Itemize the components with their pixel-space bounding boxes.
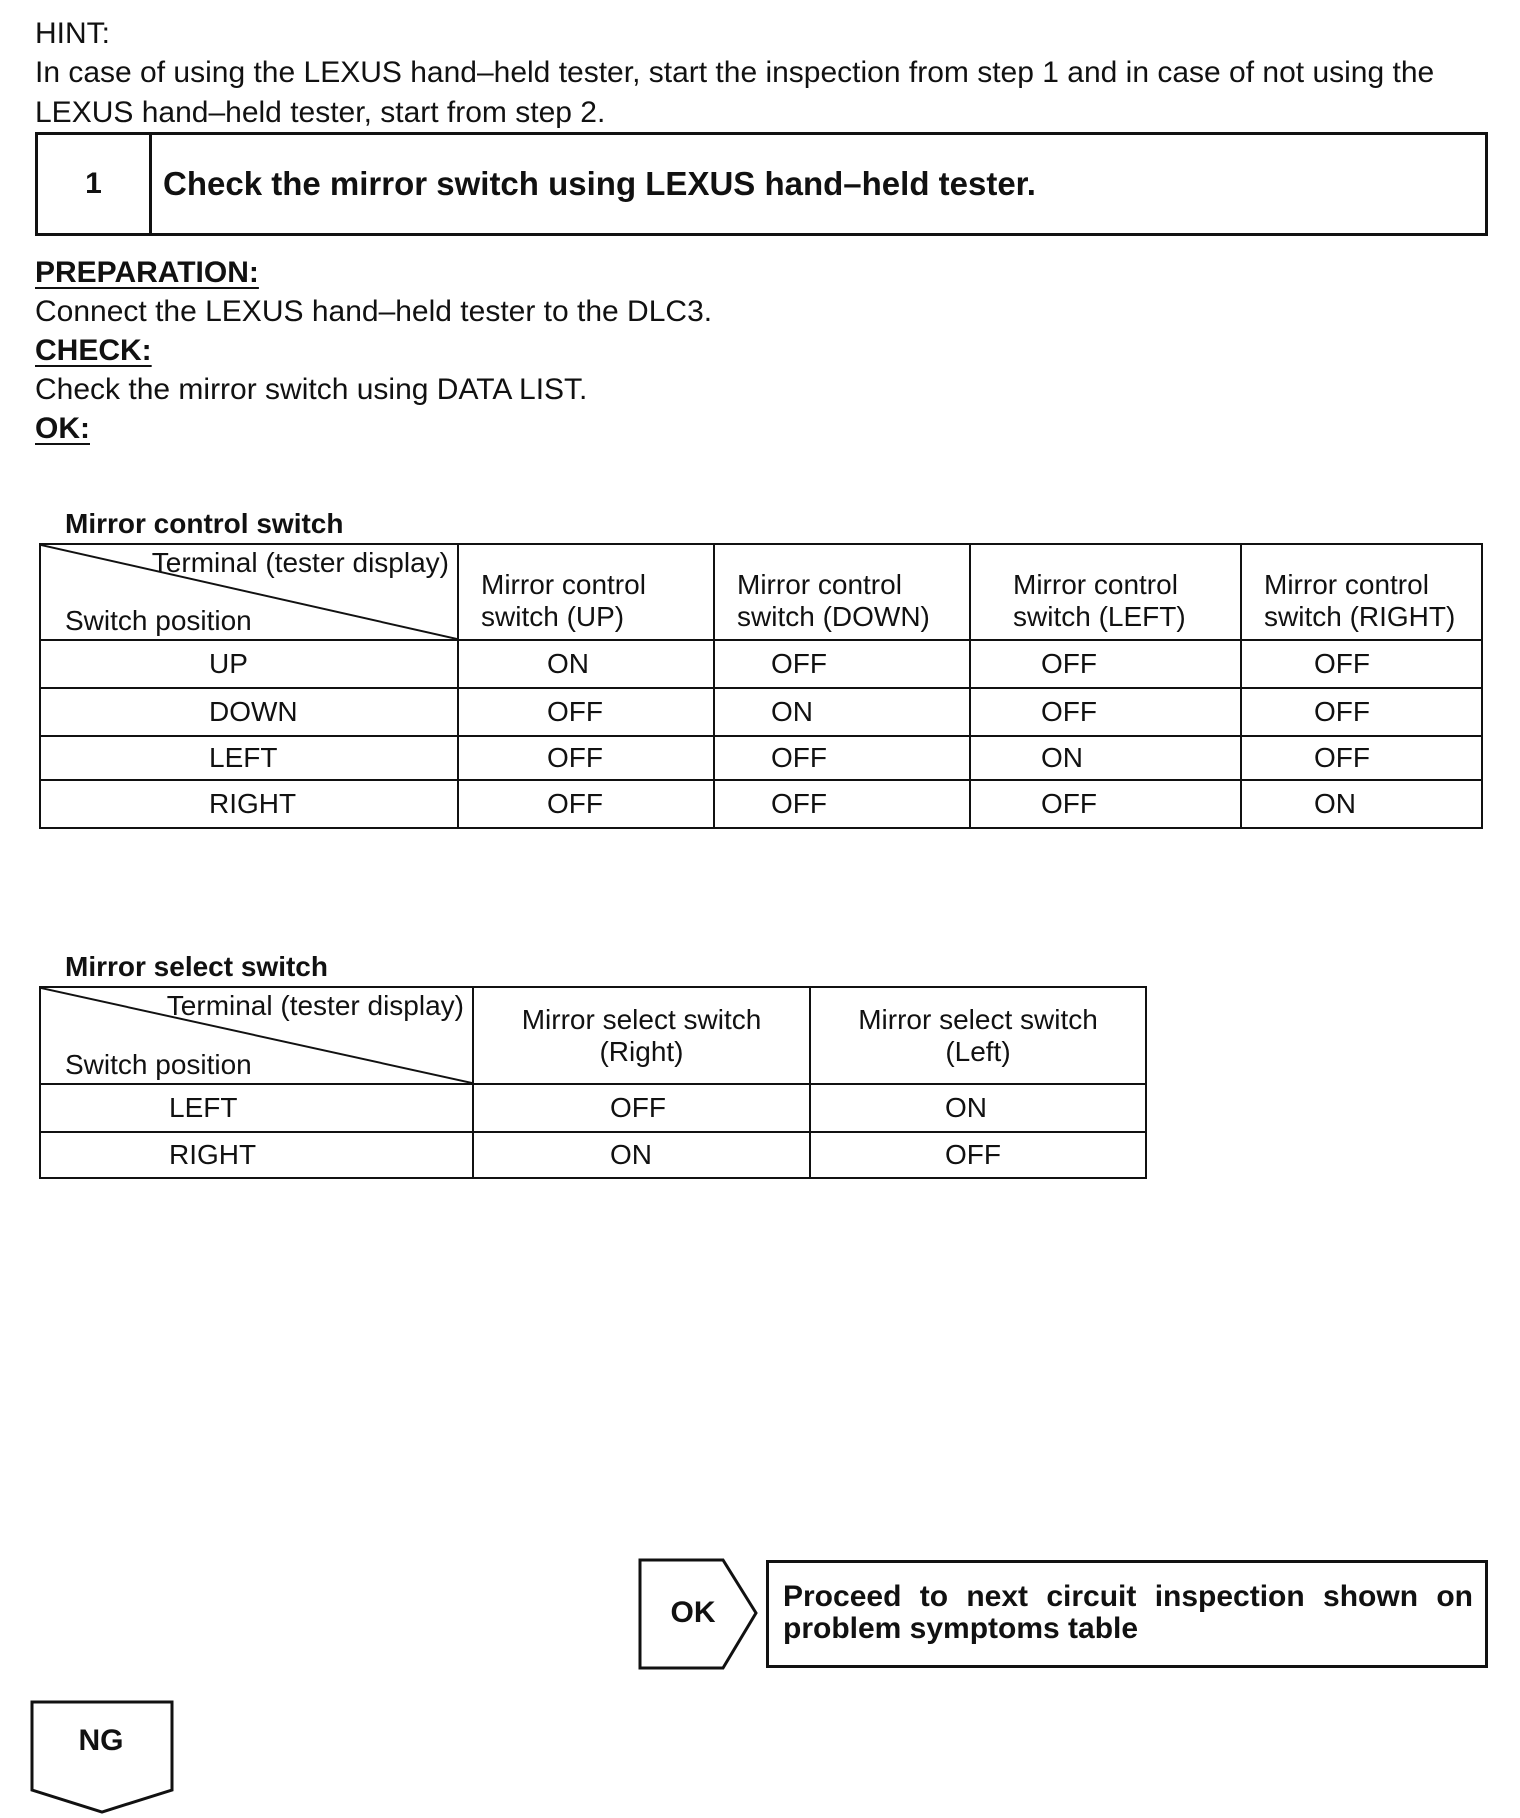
ok-result-box: Proceed to next circuit inspection shown on problem symptoms table bbox=[766, 1560, 1488, 1668]
column-header: Mirror control switch (UP) bbox=[458, 544, 714, 640]
table-row bbox=[40, 640, 1482, 688]
corner-switch-position-label: Switch position bbox=[65, 605, 252, 636]
table-cell: ON bbox=[458, 640, 714, 688]
table-cell: ON bbox=[810, 1084, 1146, 1132]
preparation-heading: PREPARATION: bbox=[35, 256, 259, 289]
table-row bbox=[40, 1084, 1146, 1132]
ok-heading: OK: bbox=[35, 412, 90, 445]
table-corner-cell bbox=[40, 544, 458, 640]
table-row bbox=[40, 780, 1482, 828]
row-label: DOWN bbox=[40, 688, 458, 736]
step-box bbox=[35, 132, 1488, 236]
row-label: RIGHT bbox=[40, 780, 458, 828]
table-header-row bbox=[40, 544, 1482, 640]
hint-line-2: LEXUS hand–held tester, start from step 2. bbox=[35, 96, 606, 129]
table-cell: OFF bbox=[970, 640, 1241, 688]
hint-line-1: In case of using the LEXUS hand–held tester, start the inspection from step 1 and in case of not using the bbox=[35, 56, 1435, 89]
table-cell: OFF bbox=[714, 780, 970, 828]
preparation-text: Connect the LEXUS hand–held tester to the DLC3. bbox=[35, 295, 713, 328]
table-row bbox=[40, 688, 1482, 736]
table-cell: ON bbox=[1241, 780, 1482, 828]
mirror-control-caption: Mirror control switch bbox=[65, 508, 344, 539]
column-header: Mirror control switch (DOWN) bbox=[714, 544, 970, 640]
table-row bbox=[40, 1132, 1146, 1178]
table-cell: OFF bbox=[1241, 736, 1482, 780]
mirror-control-table bbox=[39, 543, 1483, 829]
table-cell: ON bbox=[970, 736, 1241, 780]
table-cell: OFF bbox=[458, 736, 714, 780]
column-header: Mirror control switch (RIGHT) bbox=[1241, 544, 1482, 640]
table-cell: OFF bbox=[714, 736, 970, 780]
table-cell: OFF bbox=[458, 688, 714, 736]
table-cell: OFF bbox=[970, 688, 1241, 736]
column-header: Mirror select switch (Left) bbox=[810, 987, 1146, 1084]
table-cell: OFF bbox=[1241, 688, 1482, 736]
table-cell: ON bbox=[714, 688, 970, 736]
table-header-row bbox=[40, 987, 1146, 1084]
row-label: LEFT bbox=[40, 736, 458, 780]
table-cell: OFF bbox=[970, 780, 1241, 828]
row-label: LEFT bbox=[40, 1084, 473, 1132]
check-heading: CHECK: bbox=[35, 334, 152, 367]
row-label: RIGHT bbox=[40, 1132, 473, 1178]
check-text: Check the mirror switch using DATA LIST. bbox=[35, 373, 588, 406]
mirror-select-caption: Mirror select switch bbox=[65, 951, 328, 982]
table-row bbox=[40, 736, 1482, 780]
step-number: 1 bbox=[38, 135, 152, 233]
corner-switch-position-label: Switch position bbox=[65, 1049, 252, 1080]
table-cell: OFF bbox=[714, 640, 970, 688]
mirror-select-table bbox=[39, 986, 1147, 1179]
step-title: Check the mirror switch using LEXUS hand–held tester. bbox=[163, 165, 1036, 202]
table-cell: OFF bbox=[473, 1084, 810, 1132]
table-corner-cell bbox=[40, 987, 473, 1084]
column-header: Mirror control switch (LEFT) bbox=[970, 544, 1241, 640]
corner-terminal-label: Terminal (tester display) bbox=[151, 547, 449, 578]
table-cell: OFF bbox=[810, 1132, 1146, 1178]
corner-terminal-label: Terminal (tester display) bbox=[166, 990, 464, 1021]
hint-heading: HINT: bbox=[35, 17, 110, 50]
table-cell: ON bbox=[473, 1132, 810, 1178]
row-label: UP bbox=[40, 640, 458, 688]
ok-label: OK bbox=[670, 1596, 716, 1629]
ng-label: NG bbox=[78, 1724, 124, 1757]
table-cell: OFF bbox=[458, 780, 714, 828]
table-cell: OFF bbox=[1241, 640, 1482, 688]
column-header: Mirror select switch (Right) bbox=[473, 987, 810, 1084]
